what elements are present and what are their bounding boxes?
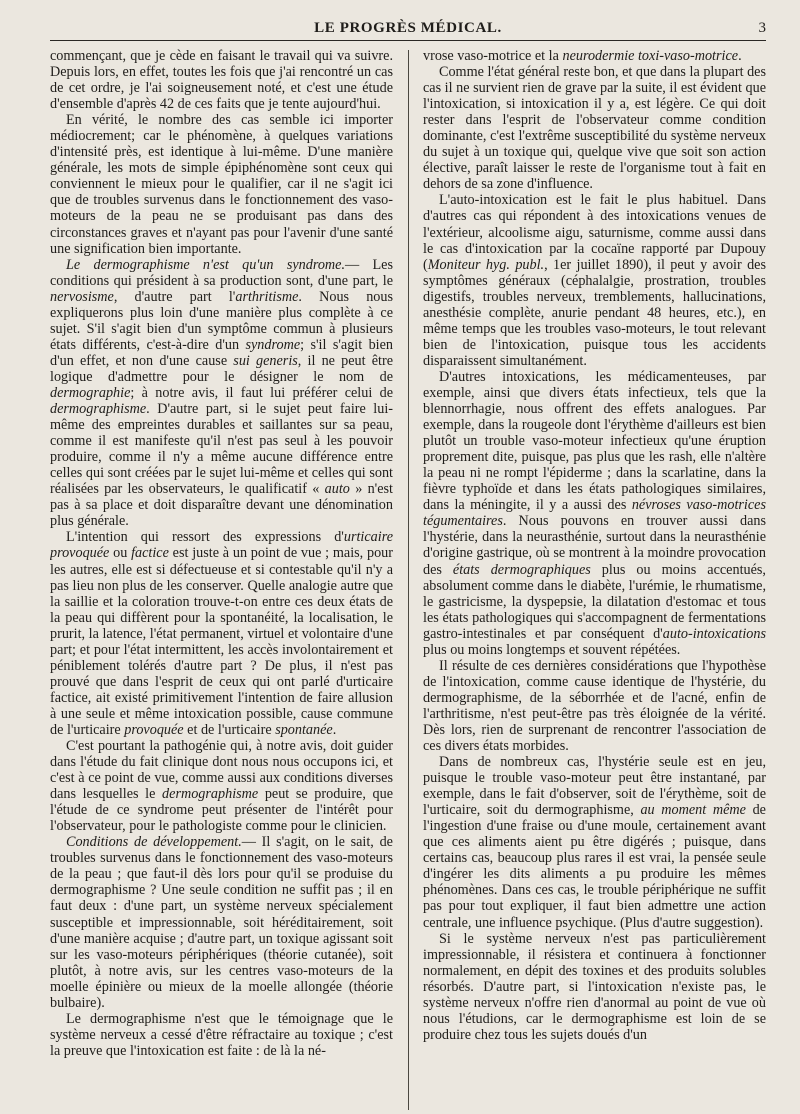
- page-number: 3: [758, 20, 766, 36]
- italic-run: nervosisme: [50, 288, 114, 305]
- italic-run: dermographie: [50, 384, 131, 401]
- left-column: [50, 48, 393, 1110]
- italic-run: au moment même: [640, 802, 746, 819]
- paragraph: [423, 369, 766, 658]
- italic-run: urticaire provoquée: [50, 529, 393, 562]
- text-run: D'autres intoxications, les médicamenteuses, par exemple, ainsi que divers états infectieux, tels que la blennorrhagie, nous offrent des effets analogues. Par exemple, dans la rougeole dont l'érythème d'ailleurs est bien plutôt un trouble vaso-moteur infectieux qu'une éruption proprement dite, puisque, pas plus que les rash, elle n'altère la peau ni ne rompt l'épiderme ; dans la scarlatine, dans la fièvre typhoïde et dans les états pathologiques similaires, dans la méningite, il y a aussi des: [423, 368, 766, 514]
- text-run: , d'autre part l': [113, 288, 236, 305]
- text-run: L'auto-intoxication est le fait le plus habituel. Dans d'autres cas qui répondent à des intoxications venues de l'extérieur, alcoolisme aigu, saturnisme, comme aussi dans le cas d'intoxication par la cocaïne rapporté par Dupouy (: [423, 192, 766, 273]
- text-run: — Il s'agit, on le sait, de troubles survenus dans le fonctionnement des vaso-moteurs de la peau ; que faut-il dès lors pour qu'il se produise du dermographisme ? Une seule condition ne suffit pas ; il en faut deux : d'une part, un système nerveux spécialement susceptible et impressionnable, soit héréditairement, soit d'une manière acquise ; d'autre part, un toxique agissant soit sur les vaso-moteurs périphériques (théorie cutanée), soit plutôt, à notre avis, sur les centres vaso-moteurs de la moelle épinière ou mieux de la moelle allongée (théorie bulbaire).: [50, 834, 393, 1011]
- italic-run: syndrome: [245, 336, 301, 353]
- text-run: ; s'il s'agit bien d'un effet, et non d'une cause: [50, 336, 393, 369]
- paragraph: [423, 754, 766, 931]
- italic-run: auto-intoxications: [662, 625, 766, 642]
- paragraph: [423, 658, 766, 754]
- text-run: est juste à un point de vue ; mais, pour les autres, elle est si défectueuse et si contestable qu'il n'y a pas lieu non plus de les conserver. Quelle analogie autre que la saillie et la coloration trouve-t-on entre ces deux états de la peau qui diffèrent pour la spontanéité, la localisation, le prurit, la latence, l'état permanent, virtuel et volontaire d'une part; et pour l'état intermittent, les accès involontairement et péniblement tolérés d'autre part ? De plus, il n'est pas prouvé que dans l'esprit de ceux qui ont parlé d'urticaire factice, ait existé primitivement l'intention de faire allusion à une seule et même intoxication possible, cause commune de l'urticaire: [50, 545, 393, 738]
- paragraph: [50, 834, 393, 1011]
- text-run: ; à notre avis, il faut lui préférer celui de: [130, 384, 393, 401]
- text-run: , 1er juillet 1890), il peut y avoir des symptômes généraux (céphalalgie, prostration, troubles digestifs, troubles nerveux, tremblements, hallucinations, anesthésie complète, anurie pendant 48 heures, etc.), en même temps que les troubles vaso-moteurs, le tout relevant bien de l'intoxication, puisque tous les accidents disparaissent simultanément.: [423, 256, 766, 369]
- paragraph: [50, 1011, 393, 1059]
- italic-run: Conditions de développement.: [66, 834, 242, 851]
- text-run: L'intention qui ressort des expressions d': [66, 529, 344, 546]
- text-run: plus ou moins accentués, absolument comme dans le diabète, l'urémie, le rhumatisme, le gastricisme, la dyspepsie, la dilatation d'estomac et tous les états pathologiques qui s'accompagnent de fermentations gastro-intestinales et par conséquent d': [423, 561, 766, 642]
- italic-run: neurodermie toxi-vaso-motrice: [562, 48, 739, 64]
- text-run: En vérité, le nombre des cas semble ici importer médiocrement; car le phénomène, à quelques variations d'intensité près, est identique à lui-même. D'une manière générale, les mots de simple épiphénomène sont ceux qui conviennent le mieux pour le qualifier, car il ne s'agit ici que de troubles survenus dans le fonctionnement des vaso-moteurs de la peau ne se produisant pas dans des circonstances graves et n'ayant pas pour l'avenir d'une santé une signification bien importante.: [50, 112, 393, 257]
- paragraph: [50, 529, 393, 738]
- text-run: plus ou moins longtemps et souvent répétées.: [423, 641, 681, 658]
- italic-run: Le dermographisme n'est qu'un syndrome.: [66, 256, 346, 273]
- italic-run: états dermographiques: [452, 561, 591, 578]
- text-run: C'est pourtant la pathogénie qui, à notre avis, doit guider dans l'étude du fait clinique dont nous nous occupons ici, et c'est à ce point de vue, comme aussi aux conditions diverses dans lesquelles le: [50, 738, 393, 803]
- text-run: Comme l'état général reste bon, et que dans la plupart des cas il ne survient rien de grave par la suite, il est évident que l'intoxication, si intoxication il y a, est légère. Ce qui doit rester dans l'esprit de l'observateur comme condition dominante, c'est l'extrême susceptibilité du système nerveux du sujet à un toxique qui, quelque vive que soit son action élective, paraît laisser le reste de l'organisme tout à fait en dehors de sa zone d'influence.: [423, 64, 766, 193]
- text-run: .: [332, 721, 337, 738]
- text-run: peut se produire, que l'étude de ce syndrome peut présenter de l'intérêt pour l'observateur, pour le pathologiste comme pour le clinicien.: [50, 786, 393, 835]
- paragraph: [423, 931, 766, 1043]
- text-run: . Nous pouvons en trouver aussi dans l'hystérie, dans la neurasthénie, surtout dans la neurasthénie d'origine gastrique, où se montrent à la moindre provocation des: [423, 513, 766, 578]
- text-run: commençant, que je cède en faisant le travail qui va suivre. Depuis lors, en effet, toutes les fois que j'ai rencontré un cas de cet ordre, je l'ai soigneusement noté, et c'est une étude d'ensemble d'après 42 de ces faits que je tente aujourd'hui.: [50, 48, 393, 113]
- paragraph: [423, 64, 766, 192]
- text-run: Dans de nombreux cas, l'hystérie seule est en jeu, puisque le trouble vaso-moteur peut être instantané, par exemple, dans le fait d'observer, soit de l'érythème, soit de l'urticaire, soit du dermographisme,: [423, 754, 766, 819]
- text-run: . D'autre part, si le sujet peut faire lui-même des empreintes durables et saillantes sur sa peau, comme il est manifeste qu'il n'est pas seul à les pouvoir produire, comme il n'y a même aucune différence entre celles qui sont créées par le sujet lui-même et celles qui sont réalisées par les observateurs, le qualificatif «: [50, 401, 393, 498]
- text-run: vrose vaso-motrice et la: [423, 48, 563, 64]
- italic-run: névroses vaso-motrices tégumentaires: [423, 497, 766, 530]
- text-run: Si le système nerveux n'est pas particulièrement impressionnable, il résistera et continuera à fonctionner normalement, en dépit des toxines et des produits solubles résorbés. D'autre part, si l'intoxication n'existe pas, le système nerveux n'offre rien d'anormal au point de vue où nous l'étudions, car le dermographisme est loin de se produire chez tous les sujets doués d'un: [423, 930, 766, 1043]
- italic-run: Moniteur hyg. publ.: [427, 256, 545, 273]
- paragraph: [50, 738, 393, 834]
- italic-run: spontanée: [275, 721, 333, 738]
- paragraph: [50, 112, 393, 256]
- text-run: , il ne peut être logique d'admettre pour le désigner le nom de: [50, 352, 393, 385]
- paragraph: [423, 192, 766, 369]
- italic-run: dermographisme: [162, 786, 259, 803]
- italic-run: sui generis: [233, 352, 298, 369]
- column-rule: [408, 50, 409, 1110]
- running-title: LE PROGRÈS MÉDICAL.: [314, 20, 502, 36]
- right-column: [423, 48, 766, 1110]
- text-run: ou: [109, 545, 132, 562]
- paragraph: [423, 48, 766, 64]
- italic-run: provoquée: [124, 721, 184, 738]
- text-run: » n'est pas à sa place et doit disparaître devant une dénomination plus générale.: [50, 481, 393, 530]
- paragraph: [50, 48, 393, 112]
- text-run: . Nous nous expliquerons plus loin d'une manière plus complète à ce sujet. S'il s'agit bien d'un symptôme commun à plusieurs états différents, c'est-à-dire d'un: [50, 288, 393, 353]
- italic-run: arthritisme: [235, 288, 299, 305]
- text-run: Le dermographisme n'est que le témoignage que le système nerveux a cessé d'être réfractaire au toxique ; c'est la preuve que l'intoxication est faite : de là la né-: [50, 1010, 393, 1059]
- paragraph: [50, 257, 393, 530]
- italic-run: auto: [324, 481, 350, 498]
- italic-run: factice: [131, 545, 169, 562]
- text-run: Il résulte de ces dernières considérations que l'hypothèse de l'intoxication, comme cause identique de l'hystérie, du dermographisme, de la séborrhée et de l'acné, enfin de l'arthritisme, n'est peut-être pas très éloignée de la vérité. Dès lors, rien de surprenant de rencontrer l'association de ces divers états morbides.: [423, 657, 766, 755]
- italic-run: dermographisme: [50, 401, 147, 418]
- article-body: [50, 48, 766, 1110]
- text-run: et de l'urticaire: [183, 721, 276, 738]
- page-header: [50, 14, 766, 41]
- text-run: — Les conditions qui président à sa production sont, d'une part, le: [50, 256, 393, 289]
- text-run: .: [738, 48, 742, 64]
- text-run: de l'ingestion d'une fraise ou d'une moule, certainement avant que ces aliments aient pu être digérés ; puisque, dans certains cas, beaucoup plus rares il est vrai, la pensée seule d'ingérer les dits aliments a pu produire les mêmes phénomènes. Dans ces cas, le trouble périphérique ne suffit pas pour tout expliquer, il faut bien admettre une action centrale, une influence psychique. (Plus d'autre suggestion).: [423, 802, 766, 931]
